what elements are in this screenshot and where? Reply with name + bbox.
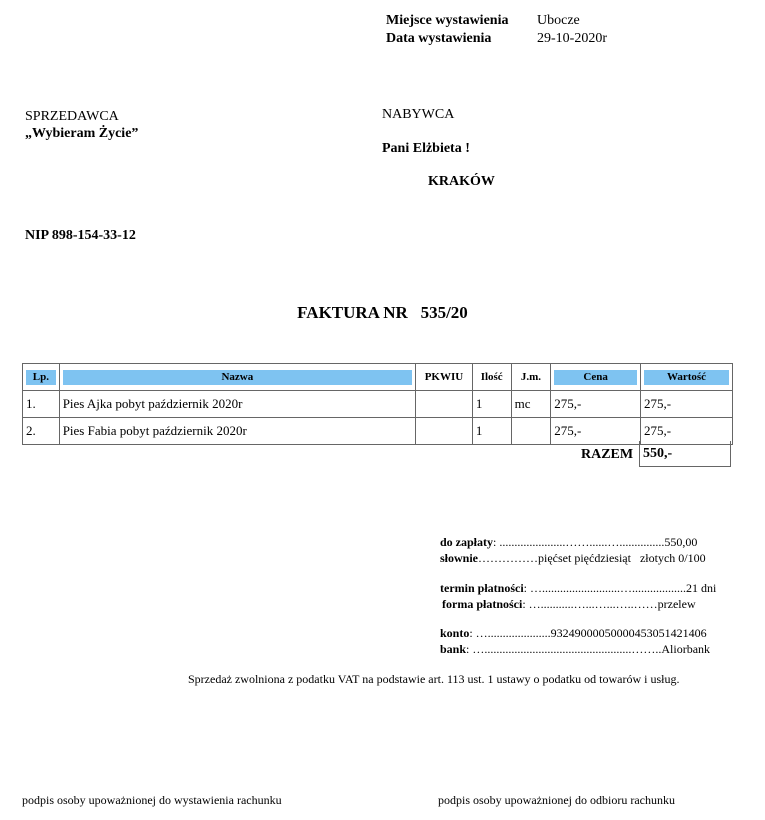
bank-label: bank [440,642,467,656]
row-pkwiu [416,391,473,418]
header-value: Wartość [641,364,733,391]
row-value: 275,- [641,418,733,445]
total-label: RAZEM [581,447,634,462]
row-pkwiu [416,418,473,445]
items-table [22,363,733,445]
row-lp: 2. [23,418,60,445]
issuer-signature-caption: podpis osoby upoważnionej do wystawienia rachunku [22,793,282,807]
row-value: 275,- [641,391,733,418]
payment-method-value: : …...........…...…...…..……przelew [522,597,696,611]
seller-nip: NIP 898-154-33-12 [25,228,136,243]
amount-words-label: słownie [440,551,479,565]
issue-date-label: Data wystawienia [386,31,492,46]
table-row [23,418,733,445]
row-name: Pies Fabia pobyt październik 2020r [59,418,415,445]
buyer-city: KRAKÓW [428,174,495,189]
amount-words-line [440,551,706,566]
seller-name: „Wybieram Życie” [25,126,139,141]
amount-due-value: : ......................……......…...............550,00 [493,535,698,549]
row-qty: 1 [472,391,511,418]
header-qty: Ilość [472,364,511,391]
seller-heading: SPRZEDAWCA [25,109,119,124]
row-price: 275,- [551,391,641,418]
payment-method-line [442,597,696,612]
amount-words-value: ……………pięćset pięćdziesiąt złotych 0/100 [478,551,706,565]
bank-value: : ….................................................……..Aliorbank [466,642,711,656]
payment-term-value: : …..........................…..................21 dni [523,581,717,595]
row-price: 275,- [551,418,641,445]
row-qty: 1 [472,418,511,445]
payment-term-label: termin płatności [440,581,524,595]
header-lp: Lp. [23,364,60,391]
row-unit: mc [511,391,551,418]
header-unit: J.m. [511,364,551,391]
bank-line [440,642,710,657]
header-price: Cena [551,364,641,391]
row-name: Pies Ajka pobyt październik 2020r [59,391,415,418]
total-value: 550,- [639,441,731,467]
payment-term-line [440,581,716,596]
account-value: : ….....................93249000050000453051421406 [469,626,707,640]
table-header-row [23,364,733,391]
receiver-signature-caption: podpis osoby upoważnionej do odbioru rachunku [438,793,675,807]
issue-place-label: Miejsce wystawienia [386,13,509,28]
invoice-title: FAKTURA NR 535/20 [297,303,468,322]
amount-due-label: do zapłaty [440,535,494,549]
account-label: konto [440,626,470,640]
header-pkwiu: PKWIU [416,364,473,391]
buyer-heading: NABYWCA [382,107,455,122]
table-row [23,391,733,418]
buyer-name: Pani Elżbieta ! [382,141,470,156]
amount-due-line [440,535,697,550]
row-unit [511,418,551,445]
account-line [440,626,707,641]
issue-date-value: 29-10-2020r [537,31,607,46]
header-name: Nazwa [59,364,415,391]
vat-exemption-note: Sprzedaż zwolniona z podatku VAT na podstawie art. 113 ust. 1 ustawy o podatku od towarów i usług. [188,672,680,686]
row-lp: 1. [23,391,60,418]
payment-method-label: forma płatności [442,597,523,611]
issue-place-value: Ubocze [537,13,580,28]
